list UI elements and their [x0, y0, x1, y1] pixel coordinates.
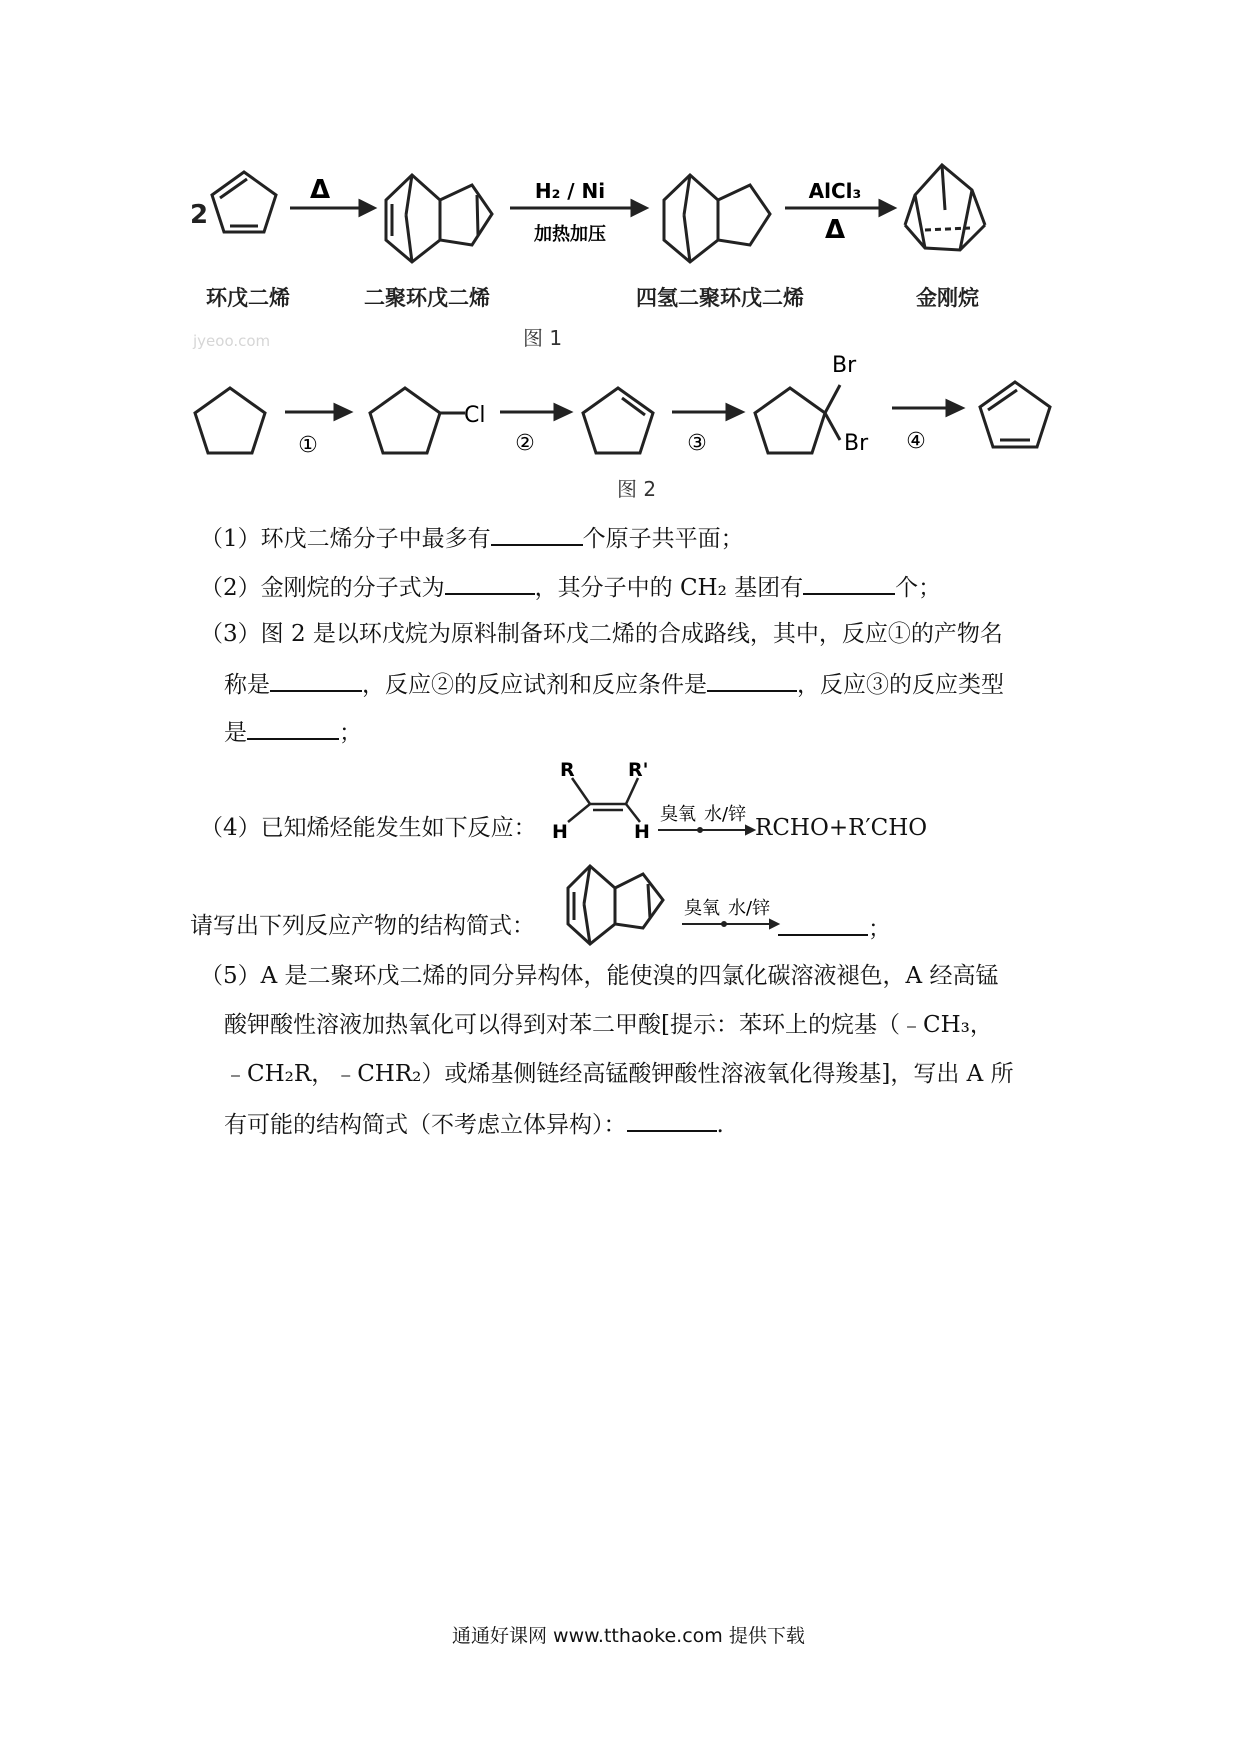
q4-product: RCHO+R′CHO: [755, 815, 928, 841]
step-4-label: ④: [906, 429, 926, 454]
arrow-isomerization: [785, 201, 894, 215]
q3-text-e: ；: [339, 720, 362, 746]
question-3-line-2: [224, 668, 1004, 699]
q5-text: 有可能的结构简式（不考虑立体异构）：: [224, 1112, 627, 1138]
dibromocyclopentane-structure: [755, 388, 825, 453]
question-2: [200, 571, 941, 602]
step-2-label: ②: [515, 431, 535, 456]
reagent-ozone-2: 臭氧: [684, 898, 720, 919]
cyclopentene-structure: [583, 388, 653, 453]
tetrahydrodicyclopentadiene-structure: [664, 175, 770, 262]
q3-text-c: ，反应③的反应类型: [797, 672, 1004, 698]
bromine-label-2: Br: [844, 431, 869, 456]
question-3-line-3: [224, 716, 362, 747]
question-1: [200, 522, 744, 553]
q3-text-d: 是: [224, 720, 247, 746]
arrow2-bottom-label: 加热加压: [534, 224, 606, 245]
label-cyclopentadiene: 环戊二烯: [206, 286, 290, 310]
label-dicyclopentadiene: 二聚环戊二烯: [364, 286, 490, 310]
question-5-line-1: （5）A 是二聚环戊二烯的同分异构体，能使溴的四氯化碳溶液褪色，A 经高锰: [200, 963, 999, 989]
q2-ch2-count-blank[interactable]: [803, 571, 895, 595]
question-5-line-2: 酸钾酸性溶液加热氧化可以得到对苯二甲酸[提示：苯环上的烷基（﹣CH₃，: [224, 1012, 993, 1038]
q4-answer-row: [778, 912, 891, 943]
question-5-line-4: [224, 1108, 724, 1139]
question-4-line-1: （4）已知烯烃能发生如下反应：: [200, 815, 537, 841]
arrow2-top-label: H₂ / Ni: [534, 179, 606, 203]
watermark: jyeoo.com: [193, 332, 271, 350]
q3-reagent-blank[interactable]: [707, 668, 797, 692]
q2-text-c: 个；: [895, 575, 942, 601]
figure2-caption: 图 2: [617, 477, 657, 501]
figure1-caption: 图 1: [523, 326, 563, 350]
question-4-line-2: 请写出下列反应产物的结构简式：: [190, 913, 535, 939]
chlorine-label: Cl: [464, 403, 486, 428]
chlorocyclopentane-structure: [370, 388, 440, 453]
q5-answer-blank[interactable]: [627, 1108, 717, 1132]
label-adamantane: 金刚烷: [916, 286, 979, 310]
arrow1-label: Δ: [309, 175, 331, 205]
q3-text-a: 称是: [224, 672, 270, 698]
label-tetrahydrodicyclopentadiene: 四氢二聚环戊二烯: [636, 286, 804, 310]
q2-text-b: ，其分子中的 CH₂ 基团有: [534, 575, 804, 601]
q1-text-a: （1）环戊二烯分子中最多有: [200, 526, 491, 552]
bromine-label-1: Br: [832, 353, 857, 378]
arrow-heat-1: [290, 201, 374, 215]
step-1-label: ①: [298, 433, 318, 458]
q2-formula-blank[interactable]: [445, 571, 535, 595]
step-3-label: ③: [687, 431, 707, 456]
q3-reaction-type-blank[interactable]: [247, 716, 339, 740]
q5-end: .: [716, 1112, 724, 1138]
r-label: R: [560, 759, 575, 781]
q3-product-name-blank[interactable]: [270, 668, 362, 692]
q3-text-b: ，反应②的反应试剂和反应条件是: [362, 672, 707, 698]
coefficient: 2: [190, 200, 209, 230]
h-label-2: H: [634, 821, 650, 843]
reagent-ozone: 臭氧: [660, 804, 696, 825]
question-5-line-3: ﹣CH₂R，﹣CHR₂）或烯基侧链经高锰酸钾酸性溶液氧化得羧基]，写出 A 所: [224, 1061, 1014, 1087]
cyclopentane-structure: [195, 388, 265, 453]
h-label-1: H: [552, 821, 568, 843]
q1-answer-blank[interactable]: [491, 522, 583, 546]
footer-source: 通通好课网 www.tthaoke.com 提供下载: [452, 1625, 805, 1647]
adamantane-structure: [905, 165, 985, 250]
arrow3-bottom-label: Δ: [824, 215, 846, 245]
question-3-line-1: （3）图 2 是以环戊烷为原料制备环戊二烯的合成路线，其中，反应①的产物名: [200, 621, 1003, 647]
reagent-water-zinc: 水/锌: [704, 804, 747, 825]
cyclopentadiene-structure: [212, 172, 276, 232]
q4-answer-blank[interactable]: [778, 912, 868, 936]
arrow3-top-label: AlCl₃: [808, 179, 862, 203]
q2-text-a: （2）金刚烷的分子式为: [200, 575, 445, 601]
q4-end: ；: [868, 916, 891, 942]
q1-text-b: 个原子共平面；: [582, 526, 744, 552]
r-prime-label: R': [628, 759, 649, 781]
dicyclopentadiene-structure: [386, 175, 492, 262]
reagent-water-zinc-2: 水/锌: [728, 898, 771, 919]
arrow-hydrogenation: [510, 201, 646, 215]
